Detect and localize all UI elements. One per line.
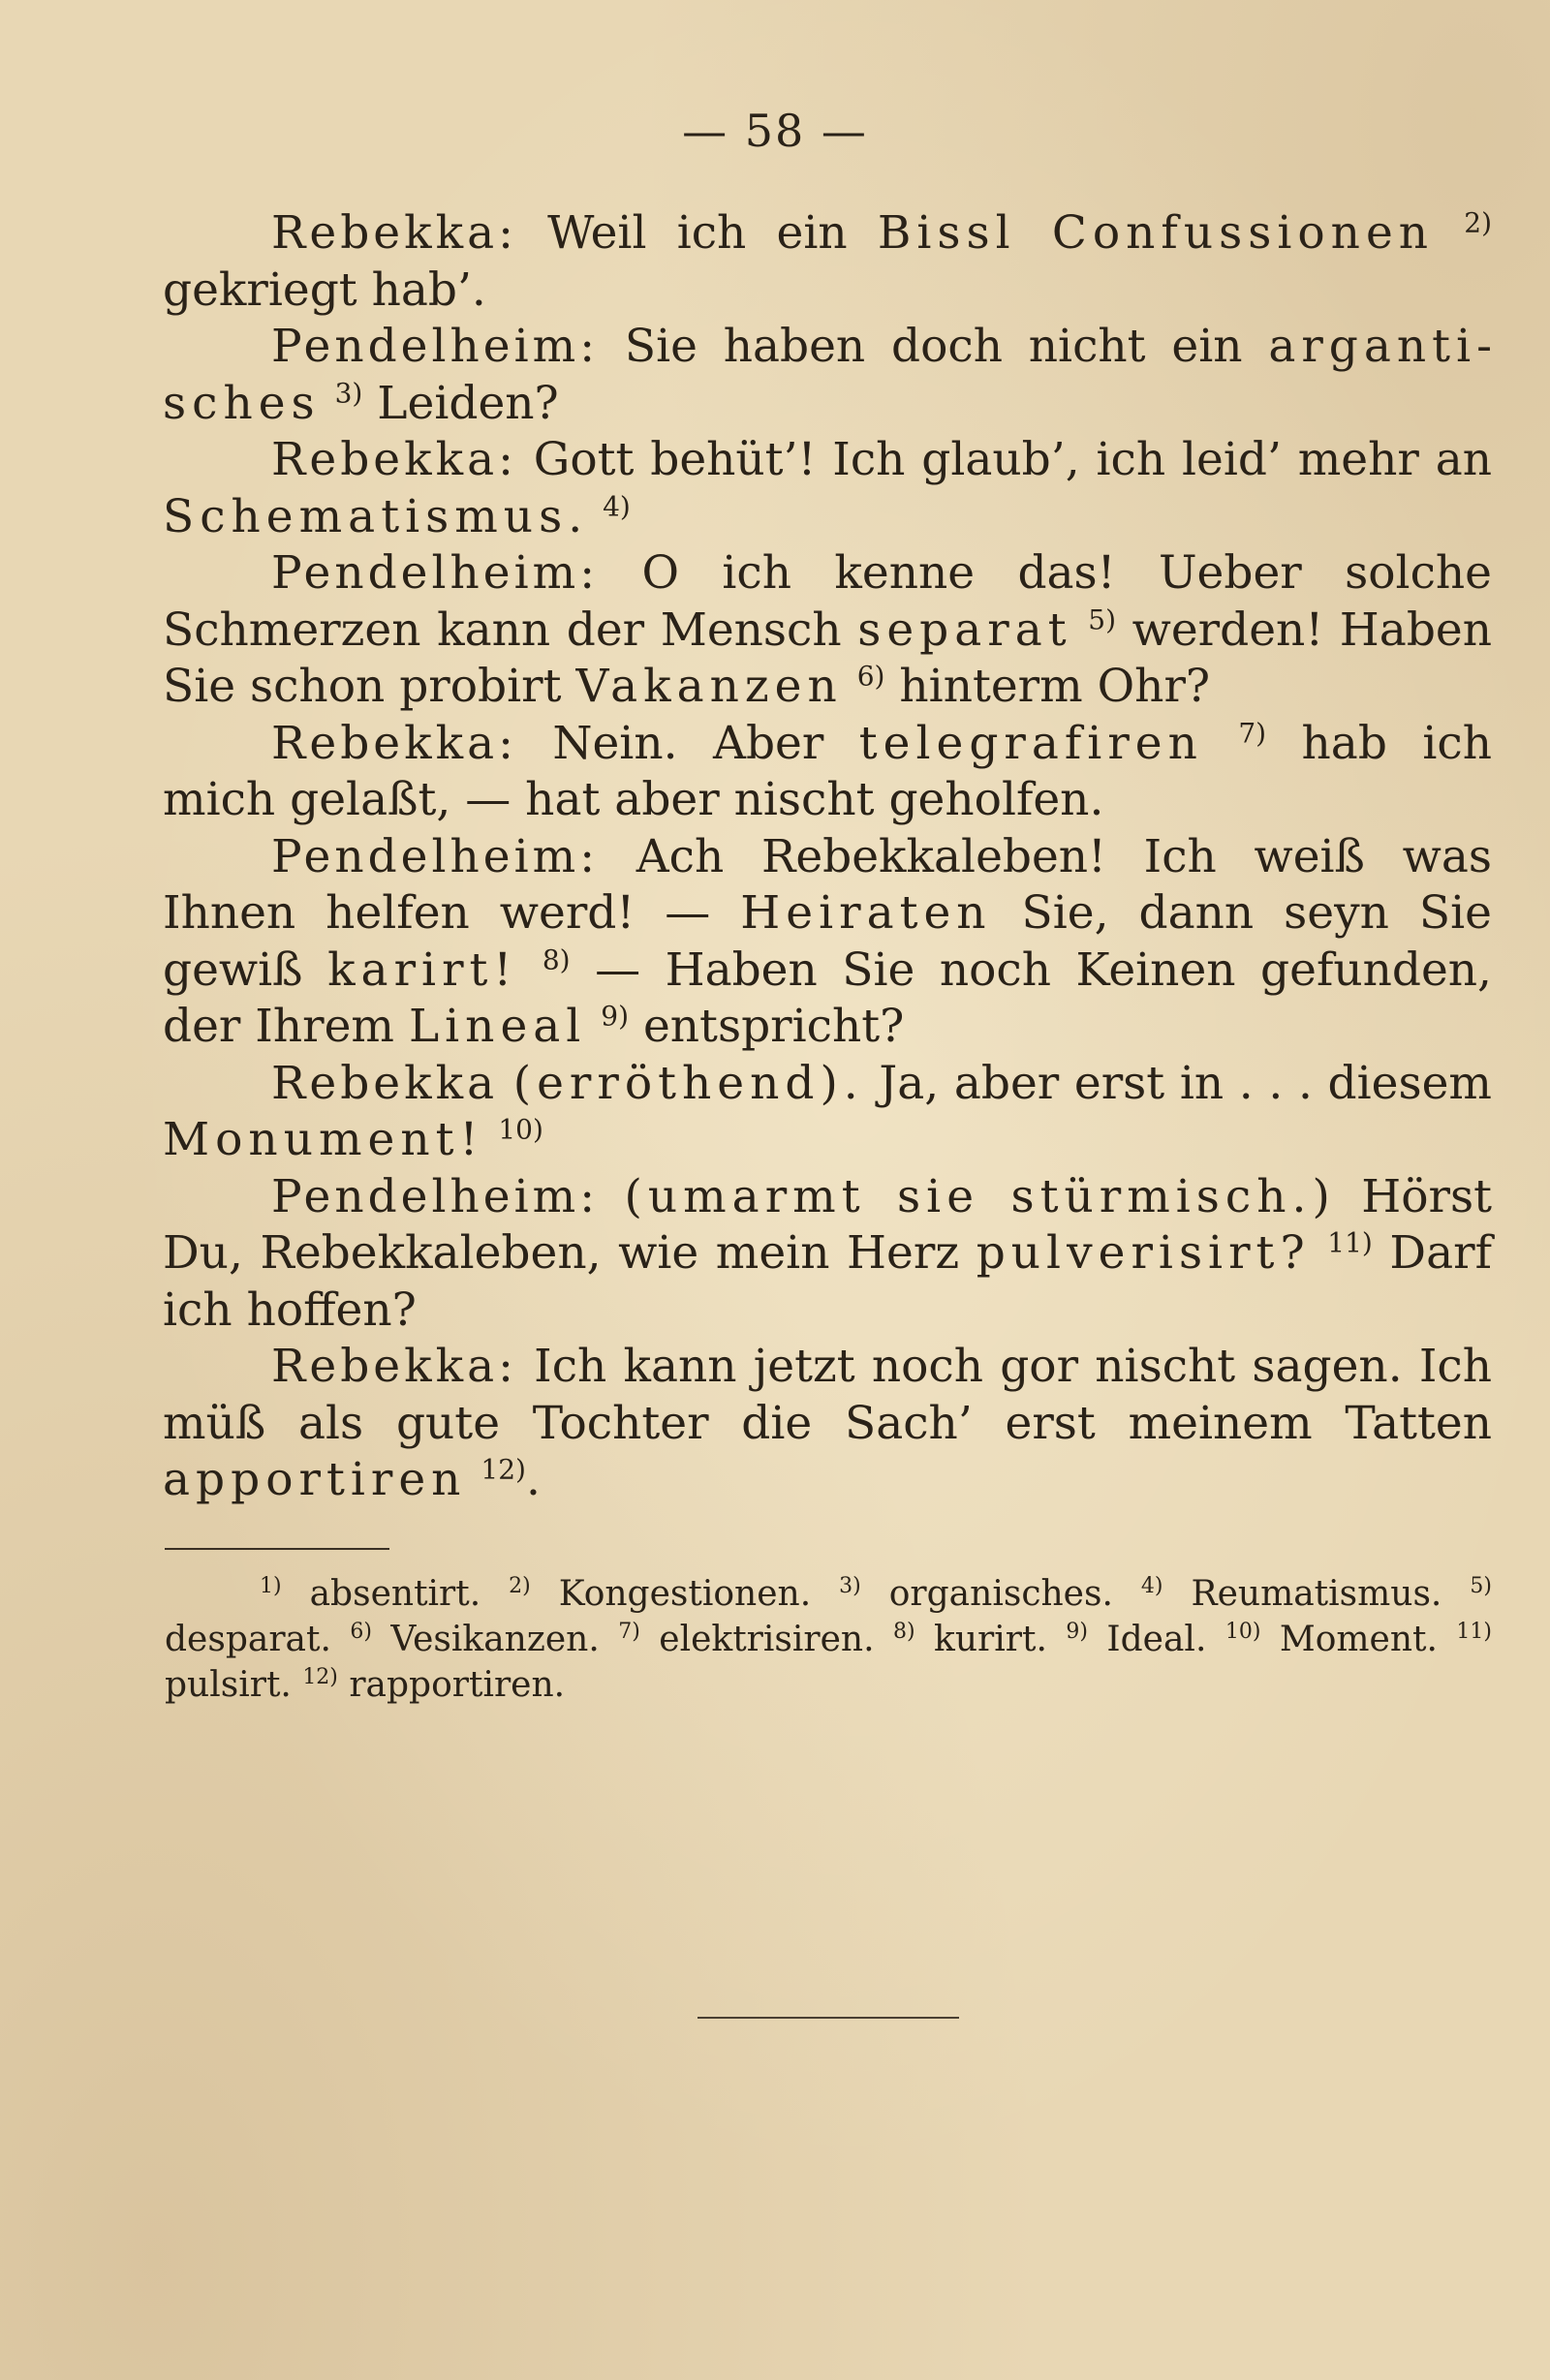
speaker-name: Pendelheim: — [271, 320, 600, 373]
footnote-item — [350, 1620, 599, 1659]
text-run: Ich kann jetzt noch gor nischt sagen. Ich müß als gute Tochter die Sach’ erst meinem Tatten — [163, 1340, 1492, 1450]
text-run — [517, 943, 542, 997]
footnote-number: 1) — [260, 1574, 282, 1598]
spaced-word: pulverisirt? — [976, 1226, 1311, 1280]
text-run — [588, 490, 603, 543]
text-run — [843, 660, 857, 713]
footnote-number: 4) — [1140, 1574, 1163, 1598]
page-number: — 58 — — [682, 105, 868, 157]
text-run — [483, 1113, 498, 1166]
dialogue-paragraph — [163, 716, 1492, 829]
footnote-text: desparat. — [165, 1620, 331, 1659]
footnote-marker: 5) — [1088, 603, 1117, 635]
text-run: werden! Haben Sie schon probirt — [163, 603, 1492, 713]
footnote-number: 12) — [302, 1665, 338, 1689]
footnote-marker: 11) — [1327, 1226, 1373, 1259]
spaced-word: Lineal — [408, 1000, 587, 1053]
dialogue-paragraph — [163, 1339, 1492, 1509]
footnote-marker: 3) — [334, 376, 363, 409]
footnote-number: 3) — [839, 1574, 861, 1598]
end-rule — [698, 2017, 959, 2019]
footnote-text: Reumatismus. — [1191, 1574, 1442, 1614]
footnote-number: 5) — [1470, 1574, 1492, 1598]
footnote-number: 8) — [893, 1620, 915, 1644]
text-run: Hörst Du, Rebekkaleben, wie mein Herz — [163, 1169, 1492, 1280]
text-run: gekriegt hab’. — [163, 263, 486, 317]
footnote-item — [618, 1620, 874, 1659]
text-run: — Haben Sie noch Keinen gefunden, der Ihrem — [163, 943, 1492, 1053]
footnote-text: Kongestionen. — [558, 1574, 812, 1614]
footnote-text: Vesikanzen. — [390, 1620, 600, 1659]
spaced-word: separat — [857, 603, 1072, 657]
speaker-name: Rebekka: — [271, 206, 517, 260]
speaker-name: Rebekka: — [271, 433, 517, 486]
text-run — [466, 1453, 480, 1506]
footnote-text: kurirt. — [934, 1620, 1047, 1659]
footnote-number: 9) — [1066, 1620, 1088, 1644]
footnote-text: Ideal. — [1106, 1620, 1207, 1659]
footnote-marker: 10) — [498, 1113, 543, 1146]
text-run — [1203, 717, 1238, 770]
footnote-marker: 2) — [1464, 206, 1492, 239]
footnote-marker: 12) — [480, 1453, 526, 1486]
speaker-name: Pendelheim: — [271, 546, 600, 600]
speaker-name: Rebekka: — [271, 716, 517, 770]
text-run — [1311, 1226, 1328, 1280]
footnote-number: 7) — [618, 1620, 640, 1644]
footnote-marker: 6) — [856, 660, 885, 693]
text-run — [498, 1057, 513, 1110]
dialogue-text — [163, 205, 1492, 1509]
text-run: Weil ich ein — [516, 206, 878, 260]
footnote-marker: 9) — [601, 1000, 630, 1033]
spaced-word: Monument! — [163, 1113, 484, 1166]
footnote-text: absentirt. — [309, 1574, 481, 1614]
text-run: Ja, aber erst in . . . diesem — [863, 1056, 1492, 1110]
dialogue-paragraph — [163, 205, 1492, 319]
text-run: Nein. Aber — [516, 716, 859, 770]
footnote-item — [509, 1574, 811, 1614]
footnote-text: organisches. — [888, 1574, 1113, 1614]
footnote-item — [893, 1620, 1047, 1659]
footnote-marker: 8) — [542, 943, 571, 975]
spaced-word: Bissl Confussionen — [877, 206, 1435, 260]
dialogue-paragraph — [163, 1056, 1492, 1169]
text-run — [321, 377, 335, 430]
footnote-marker: 7) — [1238, 716, 1267, 749]
spaced-word: telegrafiren — [858, 716, 1203, 770]
text-run: entspricht? — [629, 1000, 905, 1053]
text-run — [599, 1170, 624, 1223]
spaced-word: Heiraten — [740, 886, 992, 940]
text-run: Sie, dann seyn Sie gewiß — [163, 886, 1492, 997]
text-run — [1434, 206, 1464, 260]
speaker-name: Rebekka: — [271, 1340, 517, 1393]
dialogue-paragraph — [163, 1169, 1492, 1340]
dialogue-paragraph — [163, 545, 1492, 716]
text-run: Leiden? — [362, 376, 559, 430]
footnote-text: pulsirt. — [165, 1665, 292, 1705]
footnote-text: elektrisiren. — [659, 1620, 875, 1659]
footnote-item — [1141, 1574, 1442, 1614]
text-run: . — [525, 1453, 541, 1506]
text-run: Darf ich hoffen? — [163, 1226, 1492, 1337]
dialogue-paragraph — [163, 319, 1492, 432]
speaker-name: Pendelheim: — [271, 1169, 600, 1223]
text-run: Ach Rebekkaleben! Ich weiß was Ihnen helfen werd! — — [163, 829, 1492, 940]
text-run — [586, 1000, 601, 1053]
footnote-marker: 4) — [603, 489, 631, 522]
speaker-name: Rebekka — [271, 1056, 499, 1110]
text-run: Sie haben doch nicht ein — [599, 320, 1269, 373]
text-run: hinterm Ohr? — [884, 660, 1211, 713]
footnote-item — [260, 1574, 480, 1614]
spaced-word: Schematismus. — [163, 489, 589, 543]
footnote-text: rapportiren. — [349, 1665, 566, 1705]
footnote-item — [1225, 1620, 1438, 1659]
dialogue-paragraph — [163, 432, 1492, 545]
text-run — [1072, 603, 1089, 657]
footnote-number: 11) — [1456, 1620, 1492, 1644]
footnote-text: Moment. — [1279, 1620, 1438, 1659]
text-run: hab ich mich gelaßt, — hat aber nischt geholfen. — [163, 716, 1492, 826]
footnote-number: 2) — [509, 1574, 531, 1598]
footnote-rule — [165, 1548, 389, 1550]
footnote-item — [839, 1574, 1113, 1614]
speaker-name: Pendelheim: — [271, 829, 600, 883]
spaced-word: apportiren — [163, 1453, 467, 1506]
spaced-word: (umarmt sie stürmisch.) — [624, 1169, 1336, 1223]
spaced-word: argantisches — [163, 320, 1492, 430]
spaced-word: Vakanzen — [575, 660, 843, 713]
text-run: Gott behüt’! Ich glaub’, ich leid’ mehr an — [516, 433, 1492, 486]
footnote-number: 6) — [350, 1620, 372, 1644]
footnote-number: 10) — [1224, 1620, 1261, 1644]
dialogue-paragraph — [163, 829, 1492, 1056]
spaced-word: karirt! — [327, 943, 518, 997]
footnote-item — [302, 1665, 565, 1705]
footnotes — [165, 1571, 1492, 1708]
footnote-item — [1066, 1620, 1206, 1659]
text-run: O ich kenne das! Ueber solche Schmerzen kann der Mensch — [163, 546, 1492, 657]
spaced-word: (erröthend). — [512, 1056, 864, 1110]
footnote-paragraph — [165, 1571, 1492, 1708]
